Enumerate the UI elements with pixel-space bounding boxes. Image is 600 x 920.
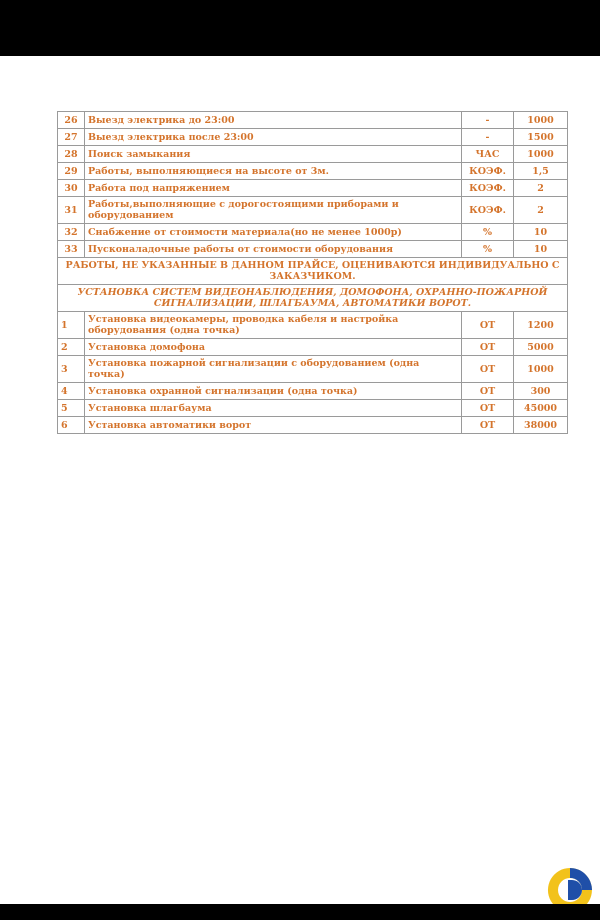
table-row — [58, 356, 568, 383]
table-row — [58, 163, 568, 180]
row-unit: ОТ — [462, 417, 514, 434]
section-title: УСТАНОВКА СИСТЕМ ВИДЕОНАБЛЮДЕНИЯ, ДОМОФОНА, ОХРАННО-ПОЖАРНОЙ СИГНАЛИЗАЦИИ, ШЛАГБАУМА, АВТОМАТИКИ ВОРОТ. — [58, 285, 568, 312]
row-name: Работы, выполняющиеся на высоте от 3м. — [85, 163, 462, 180]
row-name: Выезд электрика после 23:00 — [85, 129, 462, 146]
row-unit: - — [462, 112, 514, 129]
row-number: 29 — [58, 163, 85, 180]
row-unit: ОТ — [462, 356, 514, 383]
row-number: 26 — [58, 112, 85, 129]
row-price: 38000 — [514, 417, 568, 434]
price-table — [57, 111, 568, 434]
table-row — [58, 400, 568, 417]
row-price: 1000 — [514, 146, 568, 163]
row-unit: ОТ — [462, 312, 514, 339]
row-price: 2 — [514, 180, 568, 197]
row-unit: % — [462, 241, 514, 258]
section-row — [58, 285, 568, 312]
row-name: Установка охранной сигнализации (одна точка) — [85, 383, 462, 400]
row-number: 32 — [58, 224, 85, 241]
row-name: Установка автоматики ворот — [85, 417, 462, 434]
row-unit: КОЭФ. — [462, 197, 514, 224]
row-name: Установка видеокамеры, проводка кабеля и настройка оборудования (одна точка) — [85, 312, 462, 339]
row-number: 5 — [58, 400, 85, 417]
row-price: 1500 — [514, 129, 568, 146]
table-row — [58, 146, 568, 163]
row-unit: ОТ — [462, 339, 514, 356]
table-row — [58, 417, 568, 434]
table-row — [58, 383, 568, 400]
row-number: 6 — [58, 417, 85, 434]
row-number: 30 — [58, 180, 85, 197]
row-name: Работы,выполняющие с дорогостоящими приборами и оборудованием — [85, 197, 462, 224]
row-name: Выезд электрика до 23:00 — [85, 112, 462, 129]
row-price: 1,5 — [514, 163, 568, 180]
row-unit: ОТ — [462, 383, 514, 400]
row-price: 2 — [514, 197, 568, 224]
row-number: 3 — [58, 356, 85, 383]
row-name: Пусконаладочные работы от стоимости оборудования — [85, 241, 462, 258]
row-price: 45000 — [514, 400, 568, 417]
row-name: Установка домофона — [85, 339, 462, 356]
row-number: 33 — [58, 241, 85, 258]
row-unit: ЧАС — [462, 146, 514, 163]
note-row — [58, 258, 568, 285]
row-unit: % — [462, 224, 514, 241]
table-row — [58, 224, 568, 241]
row-price: 10 — [514, 241, 568, 258]
row-unit: ОТ — [462, 400, 514, 417]
row-name: Установка пожарной сигнализации с оборудованием (одна точка) — [85, 356, 462, 383]
row-unit: - — [462, 129, 514, 146]
row-price: 5000 — [514, 339, 568, 356]
row-number: 27 — [58, 129, 85, 146]
row-name: Работа под напряжением — [85, 180, 462, 197]
table-row — [58, 241, 568, 258]
bottom-nav-bar — [0, 904, 600, 920]
row-unit: КОЭФ. — [462, 163, 514, 180]
table-row — [58, 339, 568, 356]
row-price: 1000 — [514, 112, 568, 129]
row-price: 1200 — [514, 312, 568, 339]
row-unit: КОЭФ. — [462, 180, 514, 197]
table-row — [58, 129, 568, 146]
row-price: 1000 — [514, 356, 568, 383]
top-status-bar — [0, 0, 600, 56]
table-row — [58, 180, 568, 197]
individual-pricing-note: РАБОТЫ, НЕ УКАЗАННЫЕ В ДАННОМ ПРАЙСЕ, ОЦЕНИВАЮТСЯ ИНДИВИДУАЛЬНО С ЗАКАЗЧИКОМ. — [58, 258, 568, 285]
row-number: 31 — [58, 197, 85, 224]
row-price: 10 — [514, 224, 568, 241]
row-name: Установка шлагбаума — [85, 400, 462, 417]
row-number: 1 — [58, 312, 85, 339]
row-name: Снабжение от стоимости материала(но не менее 1000р) — [85, 224, 462, 241]
row-number: 28 — [58, 146, 85, 163]
table-row — [58, 312, 568, 339]
table-row — [58, 112, 568, 129]
table-row — [58, 197, 568, 224]
row-number: 2 — [58, 339, 85, 356]
row-price: 300 — [514, 383, 568, 400]
row-name: Поиск замыкания — [85, 146, 462, 163]
row-number: 4 — [58, 383, 85, 400]
